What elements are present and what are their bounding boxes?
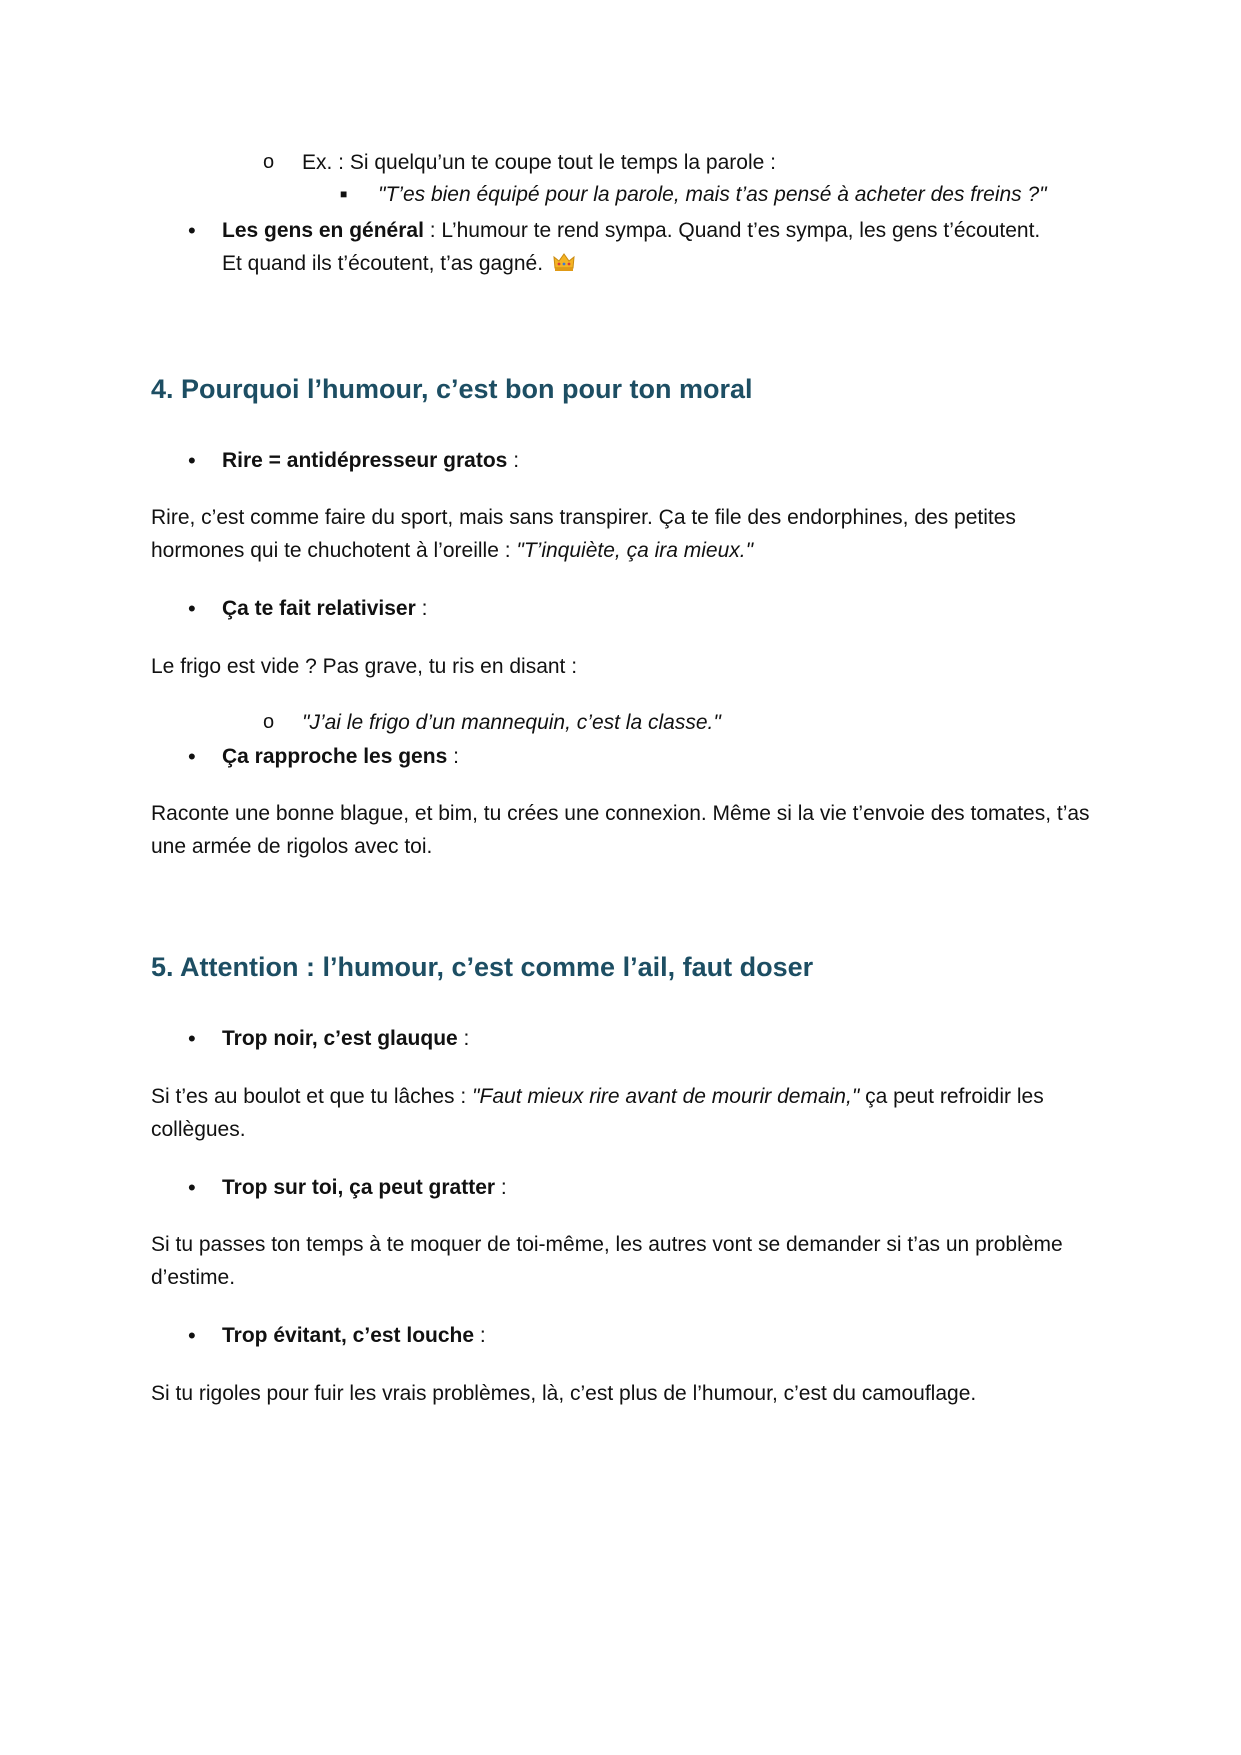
- circle-bullet-marker: o: [263, 711, 275, 733]
- s4-paragraph-1: [151, 501, 1111, 567]
- s4-bullet-3-colon: :: [447, 745, 459, 768]
- bullet-marker: •: [188, 1026, 196, 1051]
- people-list-item: [188, 214, 1112, 280]
- s5-bullet-3: [188, 1319, 486, 1352]
- s4-bullet-2: [188, 592, 428, 625]
- s5-bullet-2: [188, 1171, 507, 1204]
- bullet-marker: •: [188, 448, 196, 473]
- example-label: Ex. : Si quelqu’un te coupe tout le temps la parole :: [302, 151, 776, 174]
- bullet-marker: •: [188, 218, 196, 243]
- s4-paragraph-3: Raconte une bonne blague, et bim, tu crées une connexion. Même si la vie t’envoie des tomates, t’as une armée de rigolos avec toi.: [151, 802, 1090, 858]
- example-quote: "T’es bien équipé pour la parole, mais t’as pensé à acheter des freins ?": [378, 183, 1047, 206]
- s5-paragraph-1-text: Si t’es au boulot et que tu lâches :: [151, 1085, 473, 1108]
- people-text: : L’humour te rend sympa. Quand t’es sympa, les gens t’écoutent.: [423, 219, 1041, 242]
- crown-icon: [553, 249, 575, 269]
- section-5-heading: 5. Attention : l’humour, c’est comme l’ail, faut doser: [151, 952, 814, 982]
- s4-paragraph-1-text: Rire, c’est comme faire du sport, mais sans transpirer. Ça te file des endorphines, des petites hormones qui te chuchotent à l’oreille :: [151, 506, 1016, 562]
- s5-bullet-1-bold: Trop noir, c’est glauque: [222, 1027, 458, 1050]
- s5-bullet-2-colon: :: [495, 1176, 507, 1199]
- s4-bullet-1: [188, 444, 520, 477]
- s4-paragraph-2: Le frigo est vide ? Pas grave, tu ris en disant :: [151, 655, 578, 678]
- bullet-marker: •: [188, 744, 196, 769]
- s4-bullet-3-bold: Ça rapproche les gens: [222, 745, 448, 768]
- square-bullet-marker: ■: [340, 187, 348, 201]
- people-bold: Les gens en général: [222, 219, 424, 242]
- s5-bullet-1-colon: :: [457, 1027, 470, 1050]
- s4-bullet-3: [188, 740, 459, 773]
- bullet-marker: •: [188, 1175, 196, 1200]
- s5-bullet-3-colon: :: [474, 1324, 486, 1347]
- bullet-marker: •: [188, 1323, 196, 1348]
- s4-sub-quote: "J’ai le frigo d’un mannequin, c’est la classe.": [302, 711, 721, 734]
- s5-paragraph-1: [151, 1080, 1111, 1146]
- s4-bullet-1-colon: :: [507, 449, 520, 472]
- s4-bullet-2-colon: :: [415, 597, 428, 620]
- s5-bullet-2-bold: Trop sur toi, ça peut gratter: [222, 1176, 496, 1199]
- s5-bullet-3-bold: Trop évitant, c’est louche: [222, 1324, 475, 1347]
- circle-bullet-marker: o: [263, 151, 275, 173]
- s5-paragraph-1-quote: "Faut mieux rire avant de mourir demain,": [472, 1085, 860, 1108]
- example-list-item: [263, 146, 776, 179]
- bullet-marker: •: [188, 596, 196, 621]
- s4-bullet-2-bold: Ça te fait relativiser: [222, 597, 416, 620]
- s5-paragraph-1-rest: ça peut refroidir les collègues.: [151, 1085, 1044, 1141]
- s5-paragraph-3: Si tu rigoles pour fuir les vrais problèmes, là, c’est plus de l’humour, c’est du camouflage.: [151, 1382, 977, 1405]
- s5-paragraph-2: Si tu passes ton temps à te moquer de toi-même, les autres vont se demander si t’as un problème d’estime.: [151, 1233, 1063, 1289]
- s4-paragraph-1-quote: "T’inquiète, ça ira mieux.": [516, 539, 754, 562]
- s4-bullet-1-bold: Rire = antidépresseur gratos: [222, 449, 508, 472]
- section-4-heading: 4. Pourquoi l’humour, c’est bon pour ton moral: [151, 374, 753, 404]
- people-text-2: Et quand ils t’écoutent, t’as gagné.: [222, 252, 544, 275]
- s5-bullet-1: [188, 1022, 470, 1055]
- s4-sub-item: [263, 706, 721, 739]
- example-quote-item: [340, 178, 1047, 211]
